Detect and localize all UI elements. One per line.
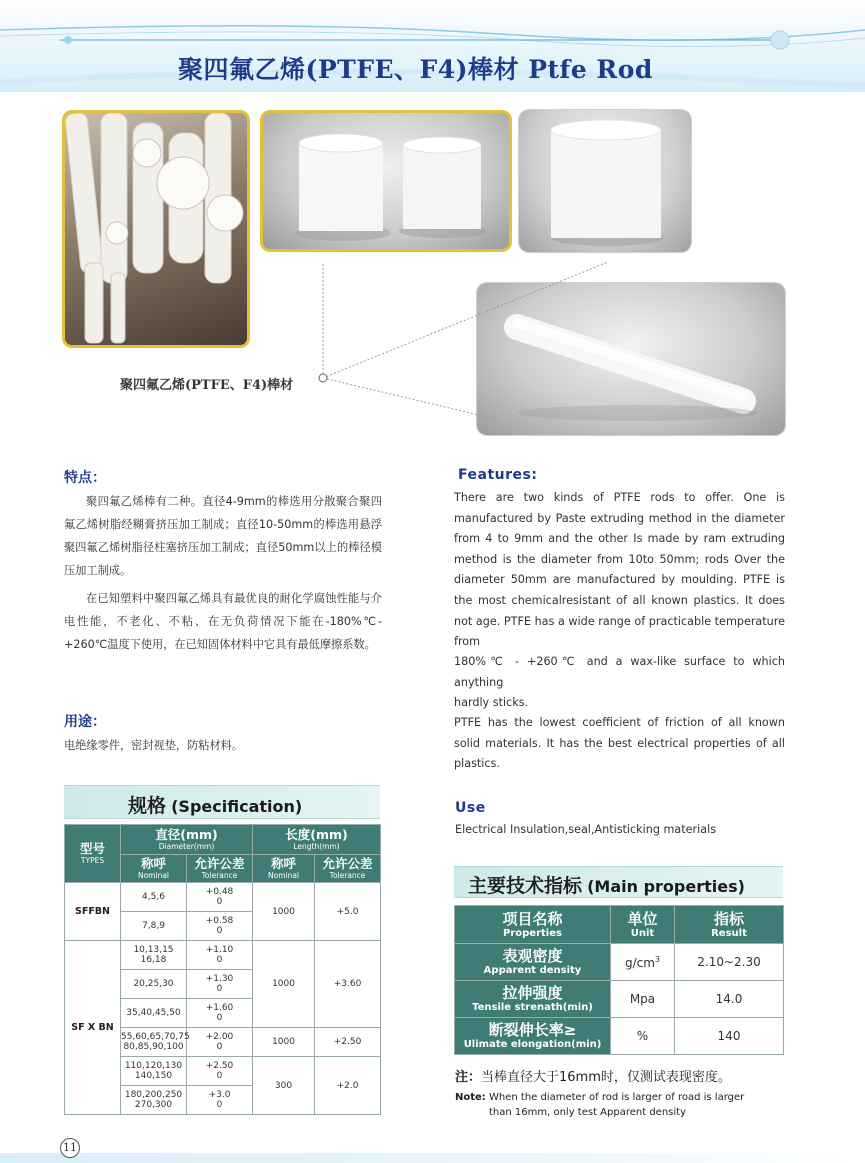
- spec-d-tolerance: +0.48 0: [187, 883, 253, 912]
- spec-l-nominal: 1000: [253, 883, 315, 941]
- spec-header-length: 长度(mm) Length(mm): [253, 825, 381, 855]
- long-rod-photo: [477, 283, 785, 435]
- note-cn-text: 当棒直径大于16mm时，仅测试表现密度。: [481, 1070, 731, 1085]
- features-cn-heading: 特点：: [64, 470, 106, 486]
- note-en-text-1: When the diameter of rod is larger of road is larger: [489, 1092, 745, 1103]
- props-header-unit: 单位 Unit: [611, 906, 675, 944]
- props-title-cn: 主要技术指标: [468, 875, 583, 897]
- spec-title-cn: 规格: [128, 795, 167, 817]
- spec-d-nominal: 4,5,6: [121, 883, 187, 912]
- props-name: 表观密度 Apparent density: [455, 944, 611, 981]
- spec-header-l-tolerance: 允许公差 Tolerance: [315, 855, 381, 883]
- short-rods-photo: [260, 110, 512, 252]
- spec-header-l-nominal: 称呼 Nominal: [253, 855, 315, 883]
- props-header-item: 项目名称 Properties: [455, 906, 611, 944]
- spec-header-types: 型号 TYPES: [65, 825, 121, 883]
- spec-d-nominal: 110,120,130 140,150: [121, 1057, 187, 1086]
- props-name: 拉伸强度 Tensile strenath(min): [455, 981, 611, 1018]
- features-cn-paragraph-2: 在已知塑料中聚四氟乙烯具有最优良的耐化学腐蚀性能与介电性能，不老化、不粘、在无负荷情况下能在-180%℃-+260℃温度下使用，在已知固体材料中它具有最低摩擦系数。: [64, 592, 382, 651]
- props-title-en: (Main properties): [587, 877, 745, 896]
- page-title: 聚四氟乙烯(PTFE、F4)棒材 Ptfe Rod: [178, 55, 653, 84]
- spec-type-sffbn: SFFBN: [65, 883, 121, 941]
- page-number: 11: [60, 1138, 80, 1158]
- props-title-band: [454, 866, 783, 898]
- table-row: [455, 1018, 784, 1055]
- props-name: 断裂伸长率≥ Ulimate elongation(min): [455, 1018, 611, 1055]
- properties-table: [454, 905, 784, 1055]
- spec-l-nominal: 1000: [253, 941, 315, 1028]
- spec-d-nominal: 180,200,250 270,300: [121, 1086, 187, 1115]
- spec-d-tolerance: +0.58 0: [187, 912, 253, 941]
- props-unit: Mpa: [611, 981, 675, 1018]
- spec-title-en: (Specification): [171, 797, 303, 816]
- spec-header-diameter: 直径(mm) Diameter(mm): [121, 825, 253, 855]
- spec-l-tolerance: +3.60: [315, 941, 381, 1028]
- photo-caption: 聚四氟乙烯(PTFE、F4)棒材: [120, 378, 294, 393]
- spec-d-tolerance: +2.50 0: [187, 1057, 253, 1086]
- props-result: 140: [675, 1018, 784, 1055]
- features-en-paragraph-3: hardly sticks.: [454, 696, 529, 709]
- spec-header-d-tolerance: 允许公差 Tolerance: [187, 855, 253, 883]
- spec-l-nominal: 1000: [253, 1028, 315, 1057]
- features-en-paragraph-1: There are two kinds of PTFE rods to offer. One is manufactured by Paste extruding method in the diameter from 4 to 9mm and the other Is made by ram extruding method is the diameter from 10to 50mm; rods Over the diameter 50mm are manufactured by moulding. PTFE is the most chemicalresistant of all known plastics. It does not age. PTFE has a wide range of practicable temperature from: [454, 491, 785, 649]
- spec-l-nominal: 300: [253, 1057, 315, 1115]
- table-row: [455, 981, 784, 1018]
- spec-title-band: [64, 785, 380, 819]
- props-header-result: 指标 Result: [675, 906, 784, 944]
- spec-table: [64, 824, 381, 1115]
- use-cn-heading: 用途：: [64, 714, 106, 730]
- note-cn-label: 注：: [455, 1070, 482, 1085]
- use-en-heading: Use: [455, 800, 486, 816]
- table-row: [455, 944, 784, 981]
- props-unit: $g/cm^3$: [611, 944, 675, 981]
- spec-d-nominal: 7,8,9: [121, 912, 187, 941]
- props-unit: %: [611, 1018, 675, 1055]
- features-en-paragraph-4: PTFE has the lowest coefficient of friction of all known solid materials. It has the best electrical properties of all plastics.: [454, 716, 785, 771]
- spec-d-tolerance: +1.60 0: [187, 999, 253, 1028]
- note-en: [455, 1090, 744, 1120]
- spec-type-sfxbn: SF X BN: [65, 941, 121, 1115]
- spec-d-nominal: 10,13,15 16,18: [121, 941, 187, 970]
- footer-bar: [0, 1153, 865, 1163]
- spec-d-tolerance: +2.00 0: [187, 1028, 253, 1057]
- props-result: 14.0: [675, 981, 784, 1018]
- use-en-text: Electrical Insulation,seal,Antisticking materials: [455, 823, 717, 836]
- features-en-paragraph-2: 180%℃ - +260℃ and a wax-like surface to which anything: [454, 655, 785, 689]
- rods-bundle-photo: [62, 110, 250, 348]
- spec-d-nominal: 20,25,30: [121, 970, 187, 999]
- note-cn: [455, 1066, 731, 1085]
- spec-d-nominal: 35,40,45,50: [121, 999, 187, 1028]
- spec-header-d-nominal: 称呼 Nominal: [121, 855, 187, 883]
- features-cn-paragraph-1: 聚四氟乙烯棒有二种。直径4-9mm的棒选用分散聚合聚四氟乙烯树脂经糊膏挤压加工制成；直径10-50mm的棒选用悬浮聚四氟乙烯树脂径柱塞挤压加工制成；直径50mm以上的棒径模压加工制成。: [64, 495, 382, 577]
- table-row: [65, 941, 381, 970]
- table-row: [65, 883, 381, 912]
- props-result: 2.10~2.30: [675, 944, 784, 981]
- note-en-text-2: than 16mm, only test Apparent density: [489, 1107, 686, 1118]
- spec-l-tolerance: +2.0: [315, 1057, 381, 1115]
- note-en-label: Note:: [455, 1092, 486, 1103]
- thick-rod-photo: [519, 110, 691, 252]
- spec-d-tolerance: +1.30 0: [187, 970, 253, 999]
- features-en-heading: Features:: [458, 467, 538, 483]
- page-header: [0, 0, 865, 92]
- spec-l-tolerance: +2.50: [315, 1028, 381, 1057]
- use-cn-text: 电绝缘零件，密封视垫，防粘材料。: [64, 739, 244, 752]
- spec-d-nominal: 55,60,65,70,75 80,85,90,100: [121, 1028, 187, 1057]
- spec-l-tolerance: +5.0: [315, 883, 381, 941]
- spec-d-tolerance: +3.0 0: [187, 1086, 253, 1115]
- spec-d-tolerance: +1.10 0: [187, 941, 253, 970]
